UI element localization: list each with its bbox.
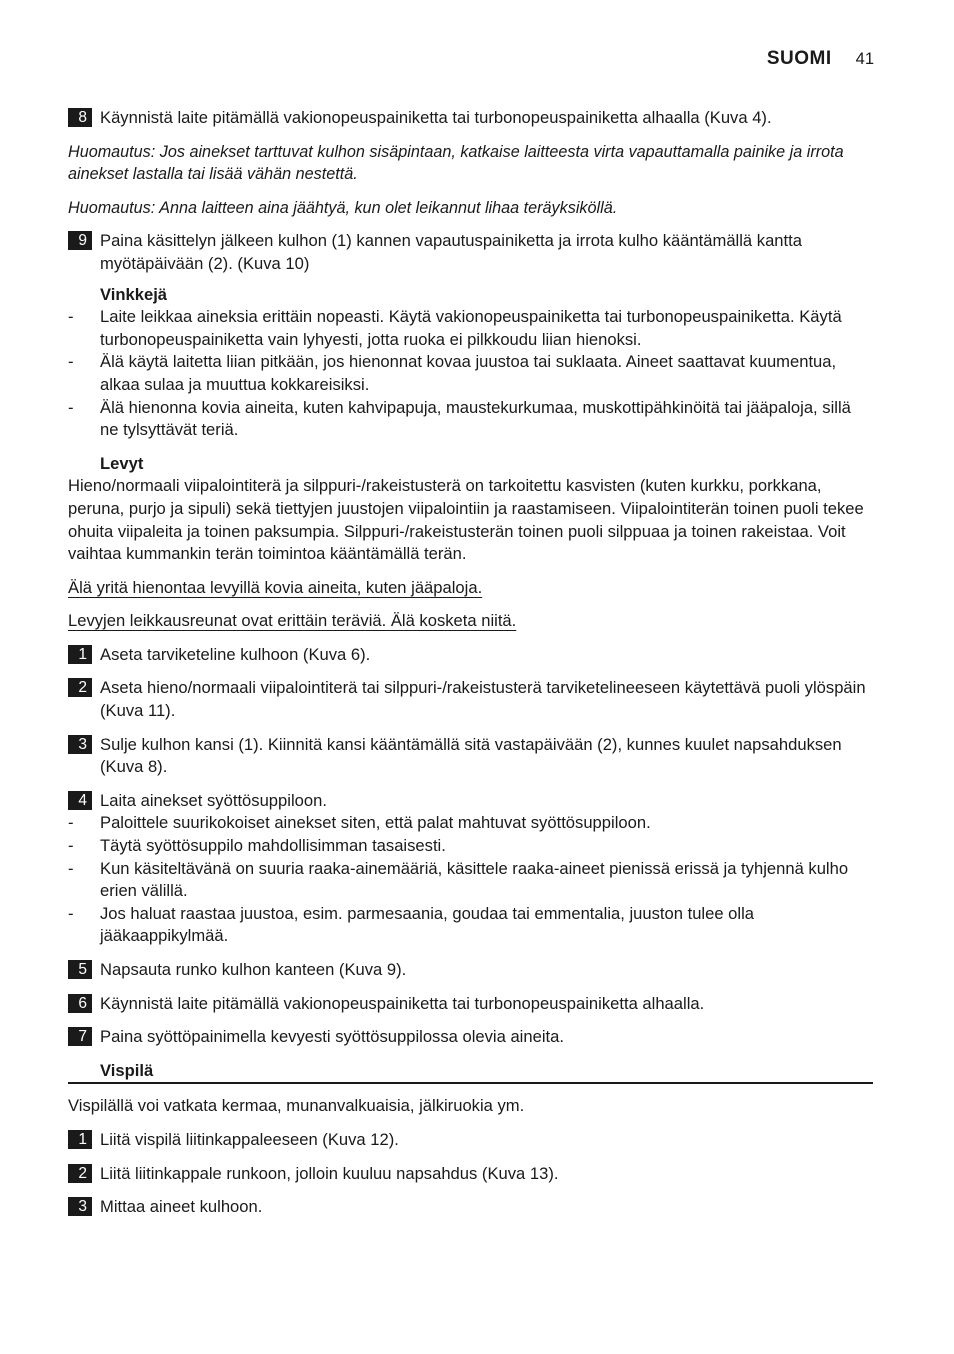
list-item: - Älä hienonna kovia aineita, kuten kahvipapuja, maustekurkumaa, muskottipähkinöitä tai jääpaloja, sillä ne tylsyttävät teriä. xyxy=(68,397,873,442)
step-text: Aseta tarviketeline kulhoon (Kuva 6). xyxy=(100,644,371,664)
step-number: 1 xyxy=(68,645,92,664)
step-number: 8 xyxy=(68,108,92,127)
whisk-section-rule xyxy=(68,1060,873,1085)
list-item-text: Älä käytä laitetta liian pitkään, jos hienonnat kovaa juustoa tai suklaata. Aineet saattavat kuumentua, alkaa sulaa ja muuttua kokkareisiksi. xyxy=(100,352,837,394)
step-text: Käynnistä laite pitämällä vakionopeuspainiketta tai turbonopeuspainiketta alhaalla. xyxy=(100,993,705,1013)
disc-step-3 xyxy=(68,734,873,779)
language-label: SUOMI xyxy=(766,48,832,69)
whisk-step-2 xyxy=(68,1163,873,1186)
disc-step-6 xyxy=(68,993,873,1016)
step-text: Paina syöttöpainimella kevyesti syöttösuppilossa olevia aineita. xyxy=(100,1027,564,1047)
step-text: Laita ainekset syöttösuppiloon. xyxy=(100,790,327,810)
warning-text: Levyjen leikkausreunat ovat erittäin teräviä. Älä kosketa niitä. xyxy=(68,611,517,631)
list-item-text: Älä hienonna kovia aineita, kuten kahvipapuja, maustekurkumaa, muskottipähkinöitä tai jääpaloja, sillä ne tylsyttävät teriä. xyxy=(100,397,851,440)
whisk-body: Vispilällä voi vatkata kermaa, munanvalkuaisia, jälkiruokia ym. xyxy=(68,1096,525,1116)
disc-step-4 xyxy=(68,790,873,813)
disc-step-7 xyxy=(68,1026,873,1049)
list-item-text: Laite leikkaa aineksia erittäin nopeasti. Käytä vakionopeuspainiketta tai turbonopeuspainiketta. Käytä turbonopeuspainiketta vain lyhyesti, jotta ruoka ei pilkkoudu liian hienoksi. xyxy=(100,307,842,349)
list-item: - Jos haluat raastaa juustoa, esim. parmesaania, goudaa tai emmentalia, juuston tulee olla jääkaappikylmää. xyxy=(68,903,873,948)
disc-step-5 xyxy=(68,959,873,982)
step-number: 3 xyxy=(68,1197,92,1216)
list-item: - Paloittele suurikokoiset ainekset siten, että palat mahtuvat syöttösuppiloon. xyxy=(68,812,873,835)
step-text: Sulje kulhon kansi (1). Kiinnitä kansi kääntämällä sitä vastapäivään (2), kunnes kuulet napsahduksen (Kuva 8). xyxy=(100,734,842,777)
step-text: Mittaa aineet kulhoon. xyxy=(100,1197,263,1217)
step-number: 4 xyxy=(68,791,92,810)
step-text: Paina käsittelyn jälkeen kulhon (1) kannen vapautuspainiketta ja irrota kulho kääntämällä kantta myötäpäivään (2). (Kuva 10) xyxy=(100,231,802,273)
list-item: - Laite leikkaa aineksia erittäin nopeasti. Käytä vakionopeuspainiketta tai turbonopeuspainiketta. Käytä turbonopeuspainiketta vain lyhyesti, jotta ruoka ei pilkkoudu liian hienoksi. xyxy=(68,306,873,351)
step-text: Aseta hieno/normaali viipalointiterä tai silppuri-/rakeistusterä tarviketelineeseen käytettävä puoli ylöspäin (Kuva 11). xyxy=(100,678,866,721)
list-item-text: Kun käsiteltävänä on suuria raaka-ainemääriä, käsittele raaka-aineet pienissä erissä ja tyhjennä kulho erien välillä. xyxy=(100,858,849,901)
step-number: 5 xyxy=(68,960,92,979)
step-8 xyxy=(68,107,873,130)
disc-step-1 xyxy=(68,644,873,667)
discs-body: Hieno/normaali viipalointiterä ja silppuri-/rakeistusterä on tarkoitettu kasvisten (kuten kurkku, porkkana, peruna, purjo ja sipuli) sekä tiettyjen juustojen viipalointiin ja raastamiseen. Viipalointiterän toinen puoli tekee ohuita viipaleita ja toinen paksumpia. Silppuri-/rakeistusterän toinen puoli silppuaa ja toinen rakeistaa. Voit vaihtaa kummankin terän toimintoa kääntämällä terän. xyxy=(68,476,864,564)
list-item-text: Jos haluat raastaa juustoa, esim. parmesaania, goudaa tai emmentalia, juuston tulee olla jääkaappikylmää. xyxy=(100,903,755,946)
step-number: 3 xyxy=(68,735,92,754)
page-content xyxy=(68,107,873,1230)
whisk-heading: Vispilä xyxy=(100,1060,154,1080)
list-item-text: Täytä syöttösuppilo mahdollisimman tasaisesti. xyxy=(100,836,446,856)
step-text: Liitä liitinkappale runkoon, jolloin kuuluu napsahdus (Kuva 13). xyxy=(100,1163,559,1183)
step-text: Käynnistä laite pitämällä vakionopeuspainiketta tai turbonopeuspainiketta alhaalla (Kuva 4). xyxy=(100,108,772,127)
tips-heading: Vinkkejä xyxy=(100,284,168,304)
warning xyxy=(68,610,873,633)
list-item: - Älä käytä laitetta liian pitkään, jos hienonnat kovaa juustoa tai suklaata. Aineet saattavat kuumentua, alkaa sulaa ja muuttua kokkareisiksi. xyxy=(68,351,873,396)
step-text: Liitä vispilä liitinkappaleeseen (Kuva 12). xyxy=(100,1129,399,1149)
list-item: - Kun käsiteltävänä on suuria raaka-ainemääriä, käsittele raaka-aineet pienissä erissä ja tyhjennä kulho erien välillä. xyxy=(68,858,873,903)
list-item-text: Paloittele suurikokoiset ainekset siten, että palat mahtuvat syöttösuppiloon. xyxy=(100,813,651,833)
step-number: 6 xyxy=(68,994,92,1013)
page-number: 41 xyxy=(855,50,874,68)
warning-text: Älä yritä hienontaa levyillä kovia aineita, kuten jääpaloja. xyxy=(68,577,483,597)
note: Huomautus: Jos ainekset tarttuvat kulhon sisäpintaan, katkaise laitteesta virta vapauttamalla painike ja irrota ainekset lastalla tai lisää vähän nestettä. xyxy=(68,142,844,184)
list-item: - Täytä syöttösuppilo mahdollisimman tasaisesti. xyxy=(68,835,873,858)
discs-heading: Levyt xyxy=(100,453,144,473)
step-number: 2 xyxy=(68,1164,92,1183)
step-text: Napsauta runko kulhon kanteen (Kuva 9). xyxy=(100,960,407,979)
disc-step-2 xyxy=(68,677,873,722)
step-9 xyxy=(68,230,873,275)
whisk-step-1 xyxy=(68,1129,873,1152)
page-header xyxy=(767,48,874,71)
note: Huomautus: Anna laitteen aina jäähtyä, kun olet leikannut lihaa teräyksiköllä. xyxy=(68,198,618,217)
warning xyxy=(68,577,873,600)
step-number: 2 xyxy=(68,678,92,697)
step-number: 9 xyxy=(68,231,92,250)
whisk-step-3 xyxy=(68,1196,873,1219)
step-number: 1 xyxy=(68,1130,92,1149)
step-number: 7 xyxy=(68,1027,92,1046)
